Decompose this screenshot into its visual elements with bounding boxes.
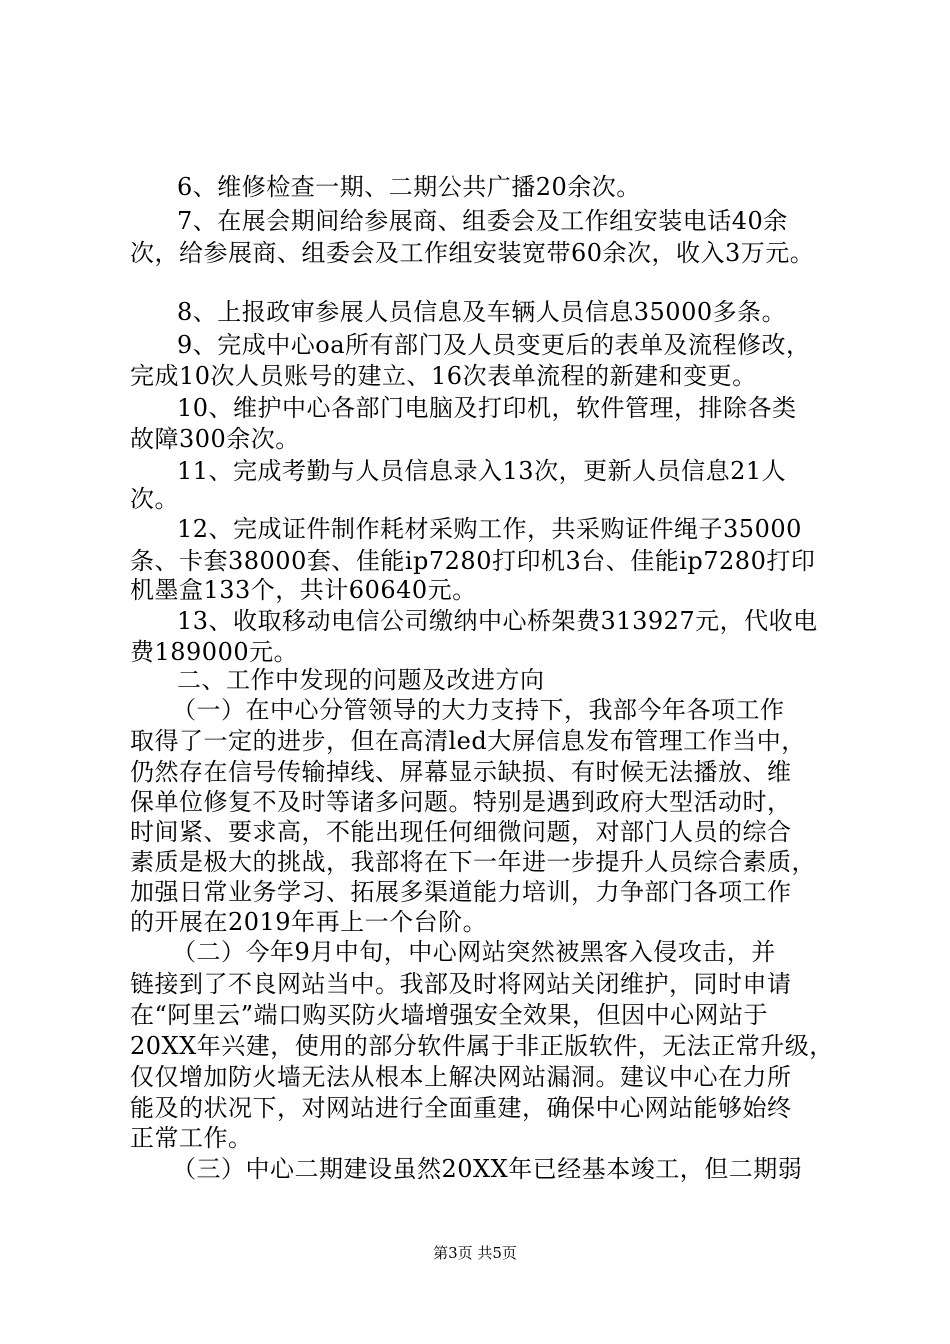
text-line: 取得了一定的进步，但在高清led大屏信息发布管理工作当中， [130, 727, 806, 755]
text-line: 仅仅增加防火墙无法从根本上解决网站漏洞。建议中心在力所 [130, 1063, 792, 1091]
text-line: 9、完成中心oa所有部门及人员变更后的表单及流程修改， [177, 331, 811, 359]
text-line: （三）中心二期建设虽然20XX年已经基本竣工，但二期弱 [172, 1155, 803, 1183]
text-line: 条、卡套38000套、佳能ip7280打印机3台、佳能ip7280打印 [130, 547, 816, 575]
text-line: 仍然存在信号传输掉线、屏幕显示缺损、有时候无法播放、维 [130, 758, 792, 786]
text-line: 次，给参展商、组委会及工作组安装宽带60余次，收入3万元。 [130, 239, 815, 267]
text-line: 加强日常业务学习、拓展多渠道能力培训，力争部门各项工作 [130, 878, 792, 906]
text-line: 次。 [130, 485, 179, 513]
text-line: 机墨盒133个，共计60640元。 [130, 576, 477, 604]
section-heading: 二、工作中发现的问题及改进方向 [177, 666, 545, 694]
text-line: （二）今年9月中旬，中心网站突然被黑客入侵攻击，并 [172, 938, 776, 966]
text-line: 素质是极大的挑战，我部将在下一年进一步提升人员综合素质， [130, 848, 816, 876]
text-line: 完成10次人员账号的建立、16次表单流程的新建和变更。 [130, 362, 757, 390]
text-line: 10、维护中心各部门电脑及打印机，软件管理，排除各类 [177, 394, 797, 422]
text-line: 7、在展会期间给参展商、组委会及工作组安装电话40余 [177, 207, 788, 235]
text-line: 6、维修检查一期、二期公共广播20余次。 [177, 173, 641, 201]
text-line: 费189000元。 [130, 638, 299, 666]
page-number-footer: 第3页 共5页 [433, 1244, 517, 1262]
text-line: 在“阿里云”端口购买防火墙增强安全效果，但因中心网站于 [130, 1001, 769, 1029]
text-line: （一）在中心分管领导的大力支持下，我部今年各项工作 [172, 696, 785, 724]
text-line: 12、完成证件制作耗材采购工作，共采购证件绳子35000 [177, 515, 802, 543]
text-line: 11、完成考勤与人员信息录入13次，更新人员信息21人 [177, 457, 787, 485]
text-line: 链接到了不良网站当中。我部及时将网站关闭维护，同时申请 [130, 970, 792, 998]
text-line: 能及的状况下，对网站进行全面重建，确保中心网站能够始终 [130, 1094, 792, 1122]
text-line: 时间紧、要求高，不能出现任何细微问题，对部门人员的综合 [130, 818, 792, 846]
text-line: 的开展在2019年再上一个台阶。 [130, 908, 488, 936]
text-line: 保单位修复不及时等诸多问题。特别是遇到政府大型活动时， [130, 788, 792, 816]
text-line: 正常工作。 [130, 1124, 253, 1152]
text-line: 20XX年兴建，使用的部分软件属于非正版软件，无法正常升级， [130, 1032, 834, 1060]
text-line: 8、上报政审参展人员信息及车辆人员信息35000多条。 [177, 298, 787, 326]
text-line: 故障300余次。 [130, 425, 300, 453]
text-line: 13、收取移动电信公司缴纳中心桥架费313927元，代收电 [177, 607, 818, 635]
